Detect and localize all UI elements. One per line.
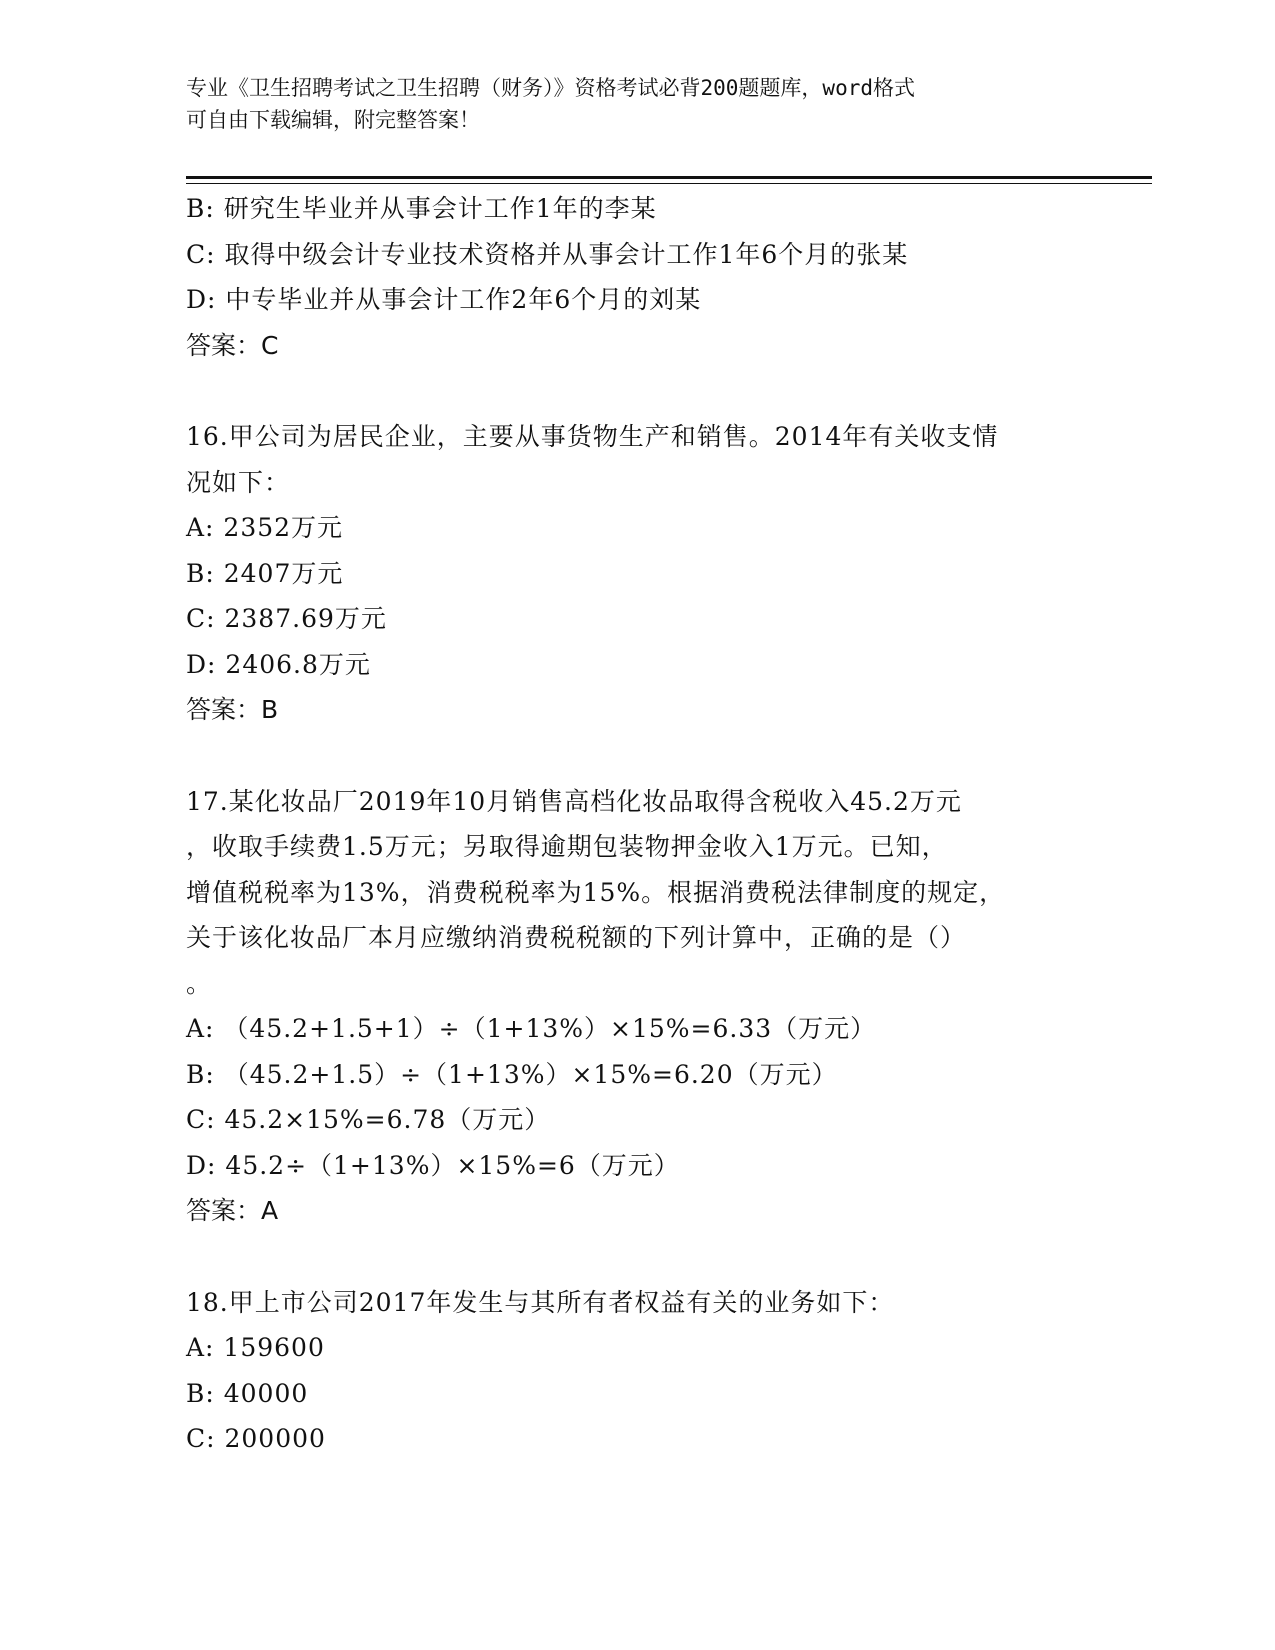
header-divider-thick xyxy=(186,176,1152,179)
option-c: C: 200000 xyxy=(186,1424,326,1453)
question-15 xyxy=(186,186,1086,368)
question-stem: 增值税税率为13%，消费税税率为15%。根据消费税法律制度的规定， xyxy=(186,877,1006,907)
option-a: A: 159600 xyxy=(186,1333,325,1362)
question-stem: 16.甲公司为居民企业，主要从事货物生产和销售。2014年有关收支情 xyxy=(186,422,999,451)
option-d: D: 中专毕业并从事会计工作2年6个月的刘某 xyxy=(186,285,702,314)
question-16 xyxy=(186,414,1086,733)
question-stem: 18.甲上市公司2017年发生与其所有者权益有关的业务如下： xyxy=(186,1287,895,1317)
answer: 答案：C xyxy=(186,330,279,360)
option-d: D: 2406.8万元 xyxy=(186,649,371,679)
question-stem: 。 xyxy=(186,968,213,998)
question-18 xyxy=(186,1280,1086,1462)
answer: 答案：B xyxy=(186,695,279,724)
option-b: B: 研究生毕业并从事会计工作1年的李某 xyxy=(186,194,657,223)
answer: 答案：A xyxy=(186,1196,279,1225)
option-a: A: （45.2+1.5+1）÷（1+13%）×15%=6.33（万元） xyxy=(186,1014,877,1043)
header-title-line-1: 专业《卫生招聘考试之卫生招聘（财务）》资格考试必背200题题库，word格式 xyxy=(186,76,915,100)
question-stem: 17.某化妆品厂2019年10月销售高档化妆品取得含税收入45.2万元 xyxy=(186,786,962,816)
header-divider-thin xyxy=(186,183,1152,184)
option-d: D: 45.2÷（1+13%）×15%=6（万元） xyxy=(186,1150,680,1180)
option-c: C: 2387.69万元 xyxy=(186,604,387,633)
option-b: B: 2407万元 xyxy=(186,558,344,588)
option-a: A: 2352万元 xyxy=(186,513,344,542)
question-list xyxy=(186,186,1086,1462)
question-stem: 况如下： xyxy=(186,467,291,497)
header-title-line-2: 可自由下载编辑，附完整答案！ xyxy=(186,108,480,132)
option-b: B: （45.2+1.5）÷（1+13%）×15%=6.20（万元） xyxy=(186,1059,838,1089)
question-stem: ，收取手续费1.5万元；另取得逾期包装物押金收入1万元。已知， xyxy=(186,832,948,861)
option-b: B: 40000 xyxy=(186,1378,309,1408)
question-stem: 关于该化妆品厂本月应缴纳消费税税额的下列计算中，正确的是（） xyxy=(186,923,967,952)
document-header xyxy=(186,72,1086,136)
option-c: C: 取得中级会计专业技术资格并从事会计工作1年6个月的张某 xyxy=(186,239,909,269)
question-17 xyxy=(186,779,1086,1234)
option-c: C: 45.2×15%=6.78（万元） xyxy=(186,1105,551,1134)
